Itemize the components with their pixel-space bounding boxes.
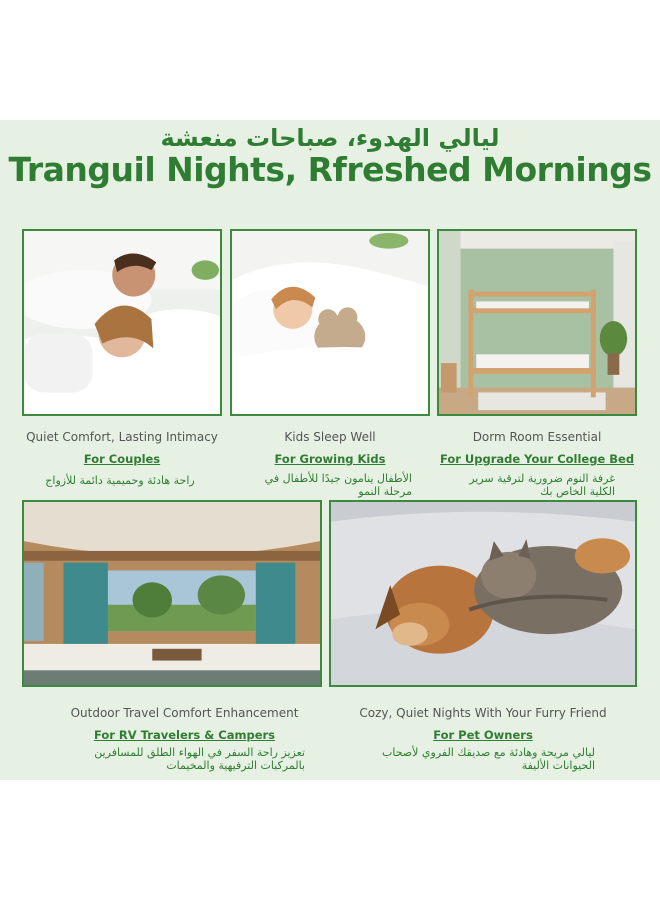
caption-kids: Kids Sleep Well: [284, 430, 376, 444]
dog-and-cat-photo: [329, 500, 637, 687]
child-sleeping-photo: [230, 229, 430, 416]
bunk-bed-room-photo: [437, 229, 637, 416]
rv-interior-photo: [22, 500, 322, 687]
caption-rv: Outdoor Travel Comfort Enhancement: [70, 706, 299, 720]
caption-couples: Quiet Comfort, Lasting Intimacy: [26, 430, 218, 444]
subtitle-dorm: For Upgrade Your College Bed: [439, 452, 635, 466]
arabic-rv: تعزيز راحة السفر في الهواء الطلق للمسافرين بالمركبات الترفيهية والمخيمات: [94, 746, 305, 772]
arabic-kids: الأطفال ينامون جيدًا للأطفال في مرحلة النمو: [264, 472, 412, 498]
arabic-couples: راحة هادئة وحميمية دائمة للأزواج: [45, 474, 195, 487]
subtitle-couples: For Couples: [83, 452, 161, 466]
title-arabic: ليالي الهدوء، صباحات منعشة: [160, 124, 500, 152]
subtitle-kids: For Growing Kids: [274, 452, 386, 466]
subtitle-rv: For RV Travelers & Campers: [93, 728, 276, 742]
couple-sleeping-photo: [22, 229, 222, 416]
caption-pets: Cozy, Quiet Nights With Your Furry Friend: [359, 706, 607, 720]
caption-dorm: Dorm Room Essential: [472, 430, 602, 444]
arabic-dorm: غرفة النوم ضرورية لترقية سرير الكلية الخاص بك: [469, 472, 615, 498]
title-english: Tranguil Nights, Rfreshed Mornings: [8, 150, 652, 189]
arabic-pets: ليالي مريحة وهادئة مع صديقك الفروي لأصحاب الحيوانات الأليفة: [381, 746, 595, 772]
subtitle-pets: For Pet Owners: [433, 728, 533, 742]
